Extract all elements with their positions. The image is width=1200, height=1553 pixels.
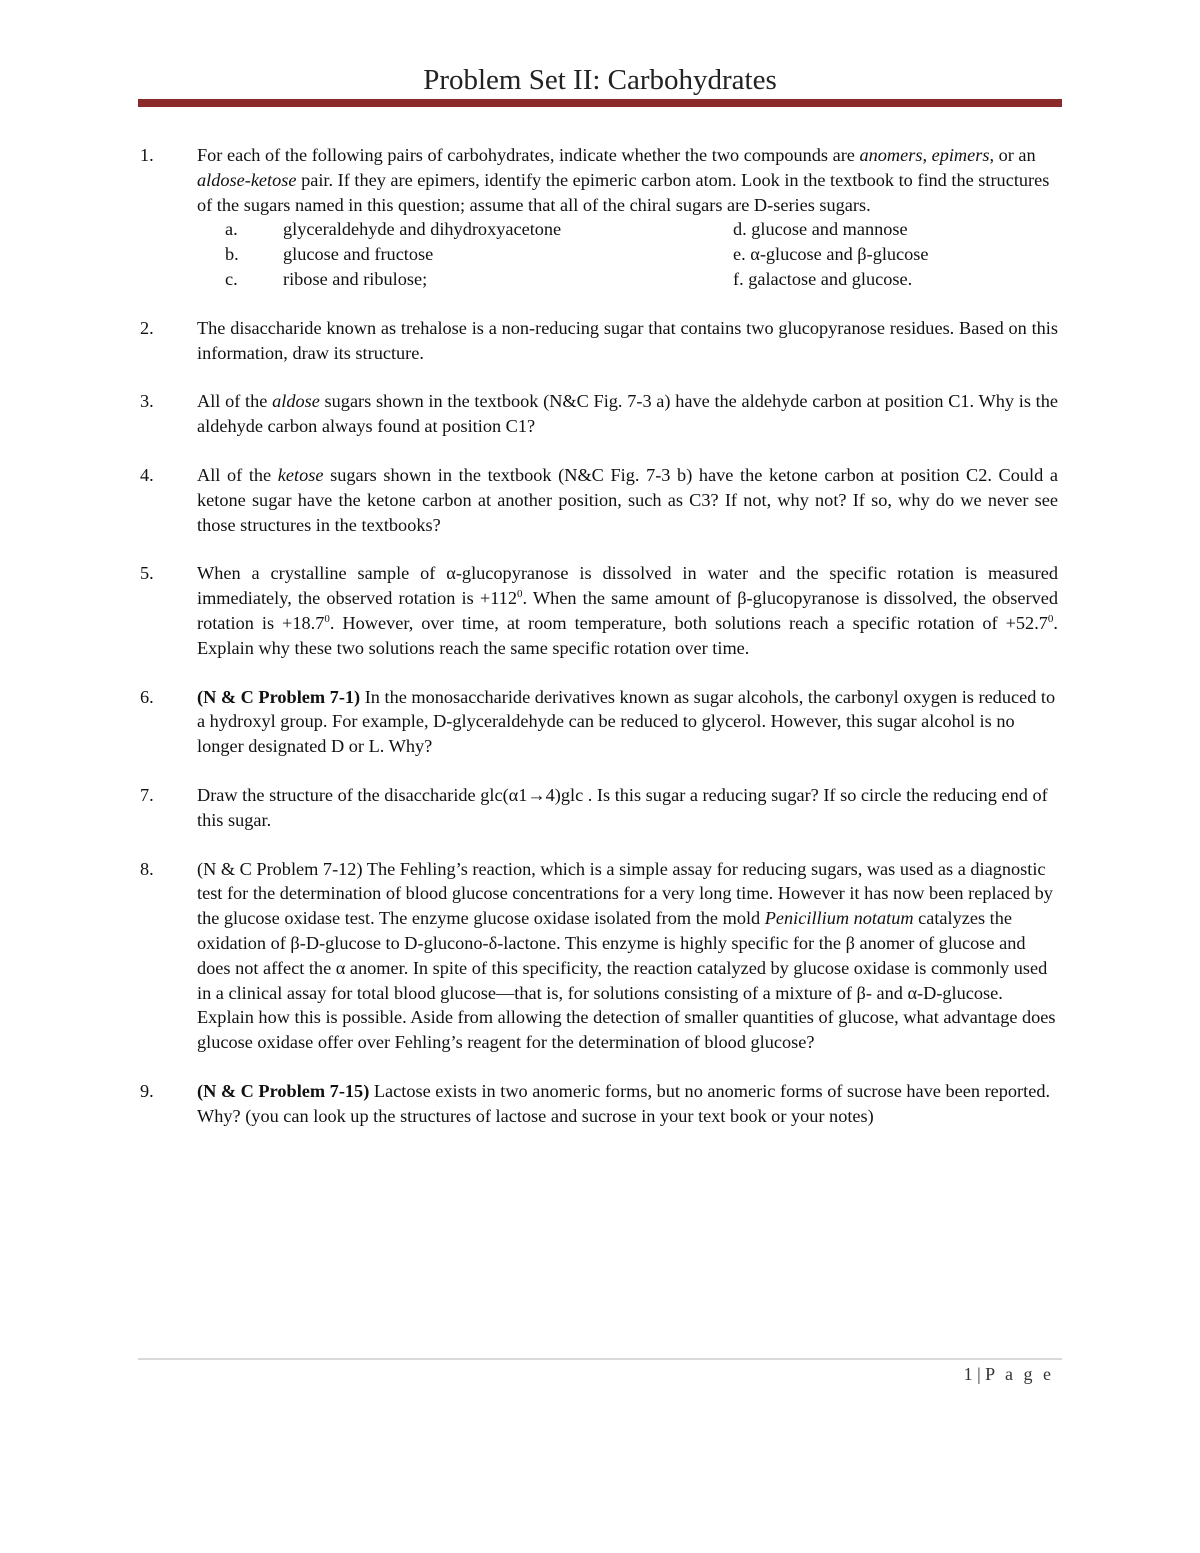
question-4 — [140, 463, 1058, 537]
question-number: 4. — [140, 464, 154, 485]
page-label: P a g e — [985, 1364, 1054, 1384]
question-9 — [140, 1079, 1058, 1129]
term-ketose: ketose — [277, 464, 324, 485]
question-number: 5. — [140, 563, 154, 584]
question-1 — [140, 143, 1058, 292]
question-text: All of the ketose sugars shown in the textbook (N&C Fig. 7-3 b) have the ketone carbon at position C2. Could a ketone sugar have the ketone carbon at another position, such as C3? If not, why not? If so, why do we never see those structures in the textbooks? — [197, 464, 1058, 535]
problem-reference: (N & C Problem 7-1) — [197, 686, 361, 707]
question-number: 6. — [140, 686, 154, 707]
page-footer: 1 | P a g e — [963, 1364, 1054, 1384]
page-number: 1 — [963, 1364, 973, 1384]
term-aldose-ketose: aldose-ketose — [197, 169, 297, 190]
question-2 — [140, 316, 1058, 366]
question-number: 1. — [140, 145, 154, 165]
question-5 — [140, 561, 1058, 660]
term-anomers: anomers — [859, 145, 923, 165]
degree-superscript: 0 — [1047, 612, 1054, 625]
option-grid — [225, 217, 1058, 291]
option-f: f. galactose and glucose. — [733, 268, 913, 289]
text-run: For each of the following pairs of carbohydrates, indicate whether the two compounds are — [197, 145, 860, 165]
question-number: 9. — [140, 1080, 154, 1101]
question-text: (N & C Problem 7-15) Lactose exists in two anomeric forms, but no anomeric forms of sucrose have been reported. Why? (you can look up the structures of lactose and sucrose in your text book or your notes) — [197, 1080, 1051, 1126]
question-text: (N & C Problem 7-1) In the monosaccharide derivatives known as sugar alcohols, the carbonyl oxygen is reduced to a hydroxyl group. For example, D-glyceraldehyde can be reduced to glycerol. However, this sugar alcohol is no longer designated D or L. Why? — [197, 686, 1056, 757]
option-d: d. glucose and mannose — [733, 219, 908, 240]
question-6 — [140, 685, 1058, 759]
question-8 — [140, 857, 1058, 1055]
page-title: Problem Set II: Carbohydrates — [423, 64, 777, 96]
question-text — [197, 143, 1058, 292]
text-run: , or an — [989, 145, 1036, 165]
question-text: The disaccharide known as trehalose is a non-reducing sugar that contains two glucopyranose residues. Based on this information, draw its structure. — [197, 317, 1058, 363]
option-e: e. α-glucose and β-glucose — [733, 244, 929, 265]
option-c: c. ribose and ribulose; — [225, 268, 428, 289]
term-epimers: epimers — [931, 145, 990, 165]
organism-name: Penicillium notatum — [764, 908, 914, 929]
option-b: b. glucose and fructose — [225, 244, 434, 265]
question-text: Draw the structure of the disaccharide glc(α1→4)glc . Is this sugar a reducing sugar? If so circle the reducing end of this sugar. — [197, 784, 1048, 830]
question-number: 3. — [140, 391, 154, 412]
text-run: pair. If they are epimers, identify the epimeric carbon atom. Look in the textbook to find the structures of the sugars named in this question; assume that all of the chiral sugars are D-series sugars. — [197, 169, 1050, 215]
question-text: (N & C Problem 7-12) The Fehling’s reaction, which is a simple assay for reducing sugars, was used as a diagnostic test for the determination of blood glucose concentrations for a very long time. However it has now been replaced by the glucose oxidase test. The enzyme glucose oxidase isolated from the mold Penicillium notatum catalyzes the oxidation of β-D-glucose to D-glucono-δ-lactone. This enzyme is highly specific for the β anomer of glucose and does not affect the α anomer. In spite of this specificity, the reaction catalyzed by glucose oxidase is commonly used in a clinical assay for total blood glucose—that is, for solutions consisting of a mixture of β- and α-D-glucose. Explain how this is possible. Aside from allowing the detection of smaller quantities of glucose, what advantage does glucose oxidase offer over Fehling’s reagent for the determination of blood glucose? — [197, 858, 1056, 1053]
term-aldose: aldose — [272, 391, 320, 412]
option-a: a. glyceraldehyde and dihydroxyacetone — [225, 219, 562, 240]
title-underline — [138, 99, 1062, 107]
problem-reference: (N & C Problem 7-15) — [197, 1080, 370, 1101]
footer-divider — [138, 1358, 1062, 1360]
question-7 — [140, 783, 1058, 833]
degree-superscript: 0 — [516, 588, 523, 601]
question-number: 8. — [140, 858, 154, 879]
question-list — [140, 143, 1058, 1153]
degree-superscript: 0 — [324, 612, 330, 625]
question-text: All of the aldose sugars shown in the textbook (N&C Fig. 7-3 a) have the aldehyde carbon at position C1. Why is the aldehyde carbon always found at position C1? — [197, 391, 1059, 437]
question-number: 7. — [140, 784, 154, 805]
question-text: When a crystalline sample of α-glucopyranose is dissolved in water and the specific rotation is measured immediately, the observed rotation is $+112^0$. When the same amount of β-glucopyranose is dissolved, the observed rotation is $+18.7^0$. However, over time, at room temperature, both solutions reach a specific rotation of $+52.7^0$. Explain why these two solutions reach the same specific rotation over time. — [197, 563, 1058, 658]
question-number: 2. — [140, 317, 154, 338]
question-3 — [140, 389, 1058, 439]
text-run: , — [922, 145, 932, 165]
